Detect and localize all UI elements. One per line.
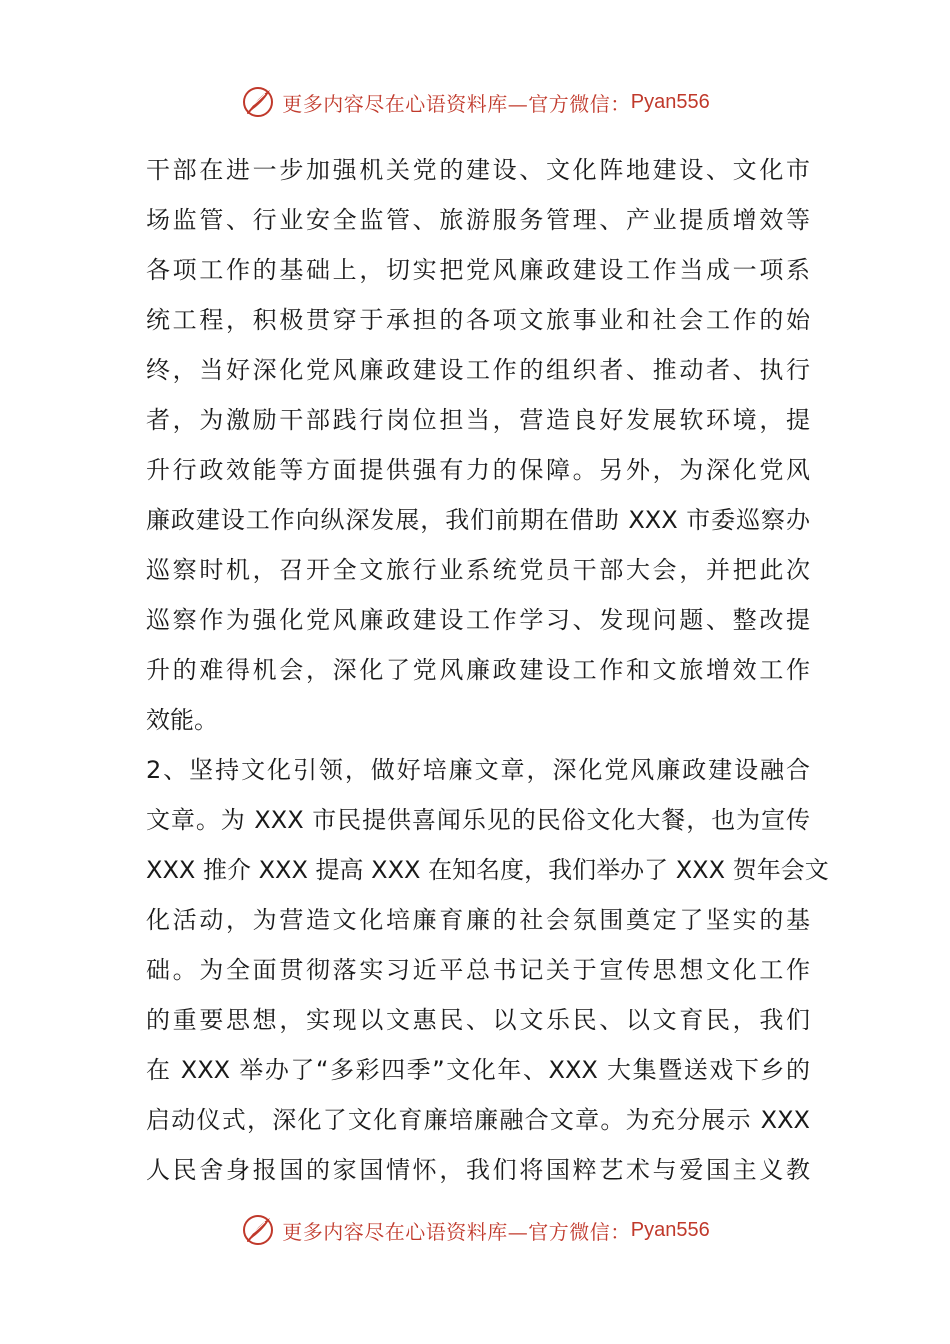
text-line: 升行政效能等方面提供强有力的保障。另外，为深化党风 xyxy=(146,456,810,484)
feather-quill-icon xyxy=(240,1212,276,1248)
text-line: 终，当好深化党风廉政建设工作的组织者、推动者、执行 xyxy=(146,356,810,384)
text-line: 升的难得机会，深化了党风廉政建设工作和文旅增效工作 xyxy=(146,656,810,684)
text-line: 巡察时机，召开全文旅行业系统党员干部大会，并把此次 xyxy=(146,556,810,584)
header-banner-text: 更多内容尽在心语资料库—官方微信： xyxy=(282,91,631,116)
text-line: 启动仪式，深化了文化育廉培廉融合文章。为充分展示 XXX xyxy=(146,1106,810,1134)
text-line: 者，为激励干部践行岗位担当，营造良好发展软环境，提 xyxy=(146,406,810,434)
text-line: 在 XXX 举办了“多彩四季”文化年、XXX 大集暨送戏下乡的 xyxy=(146,1056,810,1084)
footer-watermark-banner xyxy=(0,1210,950,1250)
header-watermark-banner xyxy=(0,82,950,122)
text-line: 各项工作的基础上，切实把党风廉政建设工作当成一项系 xyxy=(146,256,810,284)
text-line: 干部在进一步加强机关党的建设、文化阵地建设、文化市 xyxy=(146,156,810,184)
text-line: 础。为全面贯彻落实习近平总书记关于宣传思想文化工作 xyxy=(146,956,810,984)
text-line: 巡察作为强化党风廉政建设工作学习、发现问题、整改提 xyxy=(146,606,810,634)
document-body xyxy=(146,145,829,1195)
header-banner-code: Pyan556 xyxy=(630,90,710,113)
text-line: 2、坚持文化引领，做好培廉文章，深化党风廉政建设融合 xyxy=(146,756,810,784)
text-line: 人民舍身报国的家国情怀，我们将国粹艺术与爱国主义教 xyxy=(146,1156,810,1184)
text-line: 效能。 xyxy=(146,706,218,734)
text-line: 场监管、行业安全监管、旅游服务管理、产业提质增效等 xyxy=(146,206,810,234)
text-line: 廉政建设工作向纵深发展，我们前期在借助 XXX 市委巡察办 xyxy=(146,506,810,534)
text-line: XXX 推介 XXX 提高 XXX 在知名度，我们举办了 XXX 贺年会文 xyxy=(146,856,829,884)
text-line: 化活动，为营造文化培廉育廉的社会氛围奠定了坚实的基 xyxy=(146,906,810,934)
text-line: 的重要思想，实现以文惠民、以文乐民、以文育民，我们 xyxy=(146,1006,810,1034)
text-line: 统工程，积极贯穿于承担的各项文旅事业和社会工作的始 xyxy=(146,306,810,334)
feather-quill-icon xyxy=(240,84,276,120)
text-line: 文章。为 XXX 市民提供喜闻乐见的民俗文化大餐，也为宣传 xyxy=(146,806,810,834)
footer-banner-code: Pyan556 xyxy=(630,1218,710,1241)
footer-banner-text: 更多内容尽在心语资料库—官方微信： xyxy=(282,1219,631,1244)
